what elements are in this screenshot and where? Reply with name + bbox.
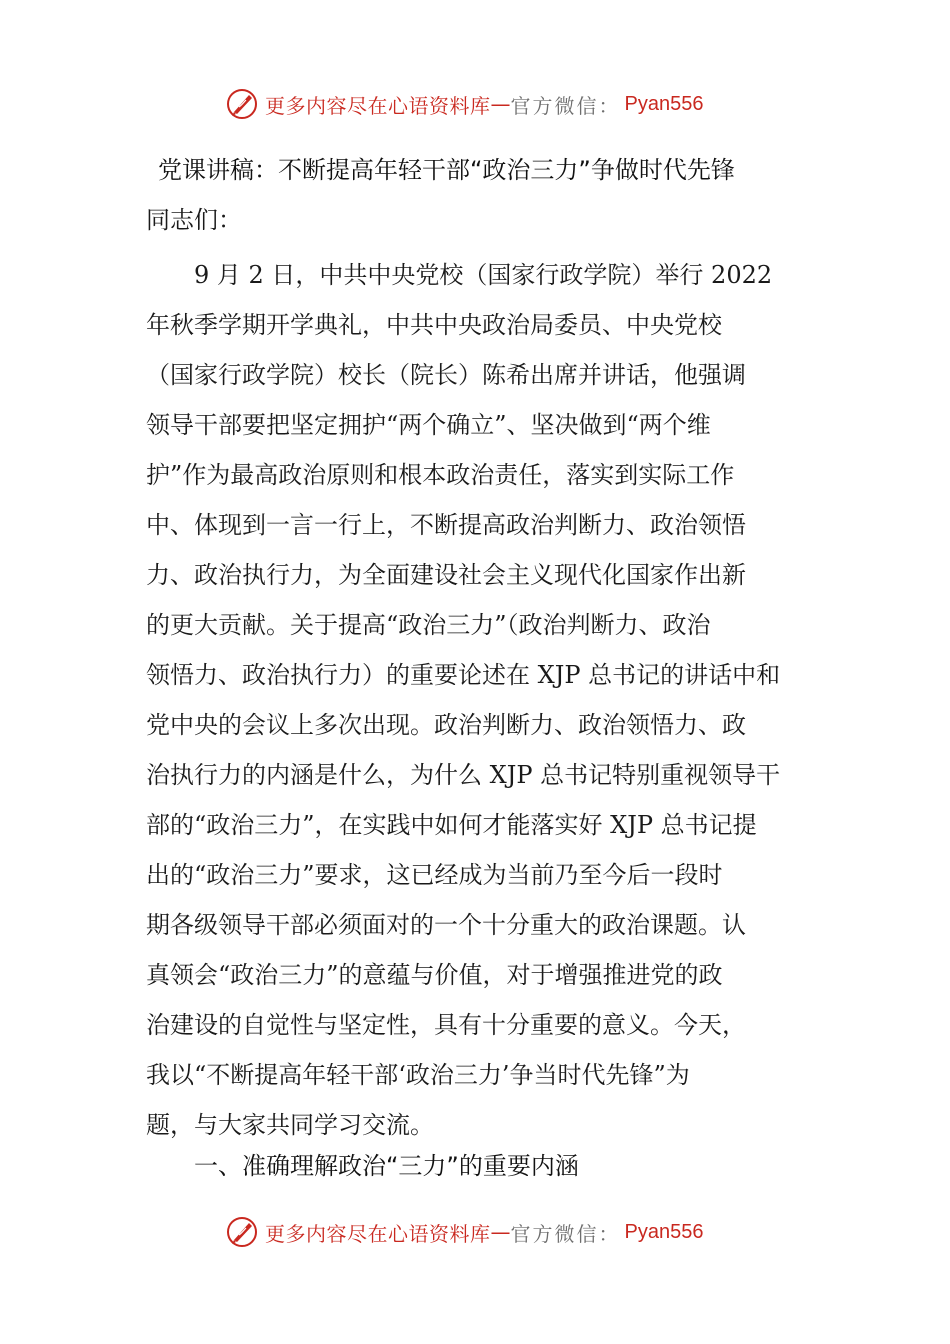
watermark-text: 更多内容尽在心语资料库 [265,1221,491,1246]
quill-pen-seal-icon [225,1215,259,1249]
paragraph-line: 护”作为最高政治原则和根本政治责任，落实到实际工作 [146,461,735,489]
watermark-wechat-id: Pyan556 [624,92,704,115]
paragraph-line: 部的“政治三力”，在实践中如何才能落实好 XJP 总书记提 [146,811,757,839]
watermark-separator: — [490,1220,511,1244]
paragraph-line: 题，与大家共同学习交流。 [146,1111,434,1139]
paragraph-line: 的更大贡献。关于提高“政治三力”（政治判断力、政治 [146,611,711,639]
paragraph-line: 力、政治执行力，为全面建设社会主义现代化国家作出新 [146,561,746,589]
paragraph-line: 真领会“政治三力”的意蕴与价值，对于增强推进党的政 [146,961,723,989]
header-watermark [225,84,703,124]
watermark-official-label: 官方微信： [510,1221,621,1246]
watermark-text: 更多内容尽在心语资料库 [265,93,491,118]
paragraph-line: 治建设的自觉性与坚定性，具有十分重要的意义。今天， [146,1011,746,1039]
paragraph-line: 领导干部要把坚定拥护“两个确立”、坚决做到“两个维 [146,411,711,439]
watermark-wechat-id: Pyan556 [624,1220,704,1243]
paragraph-line: 年秋季学期开学典礼，中共中央政治局委员、中央党校 [146,311,722,339]
paragraph-line: 治执行力的内涵是什么，为什么 XJP 总书记特别重视领导干 [146,761,781,789]
paragraph-line: 9 月 2 日，中共中央党校（国家行政学院）举行 2022 [194,261,773,289]
watermark-separator: — [490,92,511,116]
paragraph-line: 期各级领导干部必须面对的一个十分重大的政治课题。认 [146,911,746,939]
paragraph-line: （国家行政学院）校长（院长）陈希出席并讲话，他强调 [146,361,746,389]
paragraph-line: 出的“政治三力”要求，这已经成为当前乃至今后一段时 [146,861,723,889]
document-title: 党课讲稿：不断提高年轻干部“政治三力”争做时代先锋 [158,156,735,184]
paragraph-line: 领悟力、政治执行力）的重要论述在 XJP 总书记的讲话中和 [146,661,781,689]
body-paragraph [146,250,804,1150]
watermark-official-label: 官方微信： [510,93,621,118]
quill-pen-seal-icon [225,87,259,121]
paragraph-line: 中、体现到一言一行上，不断提高政治判断力、政治领悟 [146,511,746,539]
salutation: 同志们： [146,206,242,234]
paragraph-line: 党中央的会议上多次出现。政治判断力、政治领悟力、政 [146,711,746,739]
paragraph-line: 我以“不断提高年轻干部‘政治三力’争当时代先锋”为 [146,1061,690,1089]
section-heading: 一、准确理解政治“三力”的重要内涵 [194,1152,579,1180]
footer-watermark [225,1212,703,1252]
